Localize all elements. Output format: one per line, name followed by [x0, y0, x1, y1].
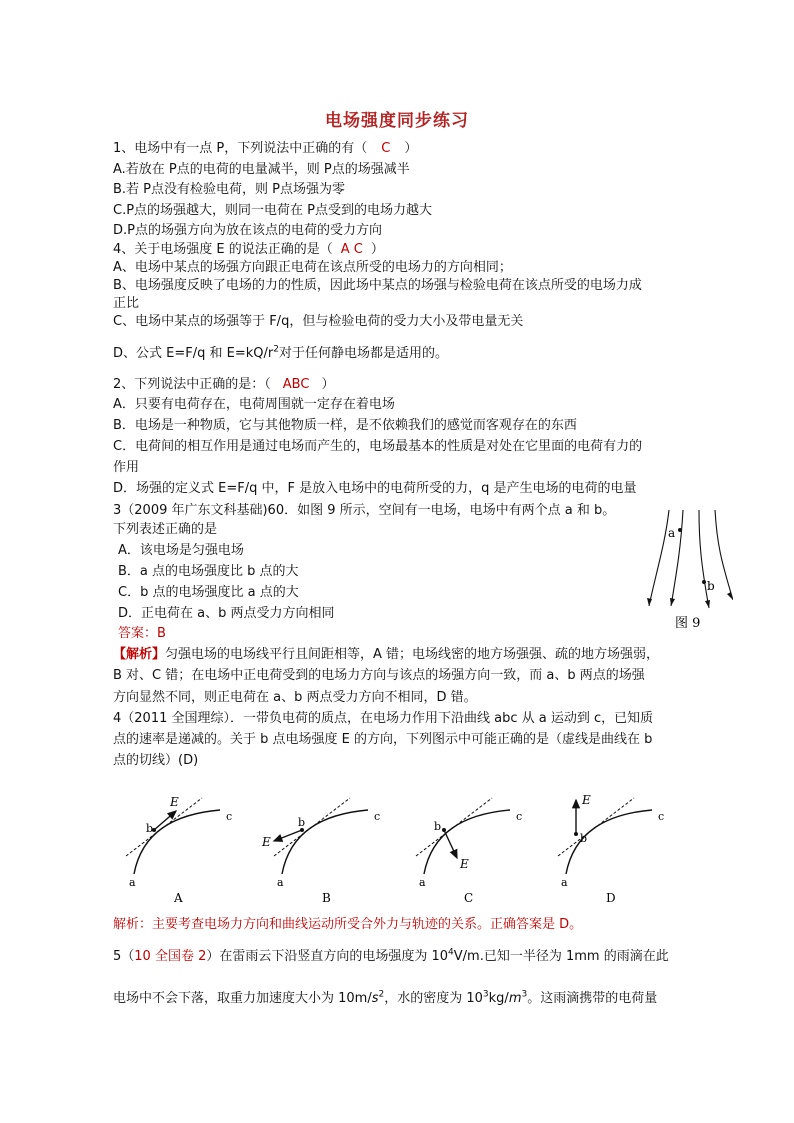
- fig-a-a: a: [129, 876, 136, 889]
- q3-option-c: C．b 点的电场强度比 a 点的大: [118, 585, 299, 600]
- fig-a-b: b: [146, 822, 154, 835]
- fig-c-E: E: [460, 857, 469, 871]
- q2-stem: 2、下列说法中正确的是：（ ABC ）: [113, 377, 335, 392]
- fig-a-label: A: [174, 891, 183, 905]
- q4a-stem: 4、关于电场强度 E 的说法正确的是（ A C ）: [113, 242, 384, 257]
- q4b-line-1: 4（2011 全国理综）．一带负电荷的质点，在电场力作用下沿曲线 abc 从 a 运动到 c，已知质: [113, 711, 654, 726]
- fig-b-b: b: [298, 816, 306, 829]
- q3-sub: 下列表述正确的是: [113, 522, 218, 537]
- q2-option-b: B．电场是一种物质，它与其他物质一样，是不依赖我们的感觉而客观存在的东西: [113, 418, 577, 433]
- analysis-tag: 【解析】: [113, 647, 166, 662]
- q2-option-c1: C．电荷间的相互作用是通过电场而产生的，电场最基本的性质是对处在它里面的电荷有力的: [113, 439, 643, 454]
- q4b-analysis: 解析：主要考查电场力方向和曲线运动所受合外力与轨迹的关系。正确答案是 D。: [113, 917, 583, 932]
- figure-b: [261, 798, 380, 905]
- fig-c-c: c: [516, 810, 523, 823]
- q1-stem: 1、电场中有一点 P，下列说法中正确的有（ C ）: [113, 141, 418, 156]
- q4a-option-a: A、电场中某点的场强方向跟正电荷在该点所受的电场力的方向相同；: [113, 260, 512, 275]
- figure-c: [416, 798, 522, 905]
- q3-stem: 3（2009 年广东文科基础)60．如图 9 所示，空间有一电场，电场中有两个点 a 和 b。: [113, 503, 616, 518]
- fig-c-b: b: [434, 820, 442, 833]
- q1-option-a: A.若放在 P点的电荷的电量减半，则 P点的场强减半: [113, 162, 410, 177]
- fig-c-a: a: [419, 876, 426, 889]
- figure-a: [126, 795, 232, 905]
- q3-option-b: B．a 点的电场强度比 b 点的大: [118, 564, 299, 579]
- q2-option-d: D．场强的定义式 E=F/q 中，F 是放入电场中的电荷所受的力，q 是产生电场的电荷的电量: [113, 481, 637, 496]
- q3-answer: 答案：B: [118, 626, 166, 641]
- q5-source: 10 全国卷 2: [134, 949, 207, 964]
- q3-option-a: A．该电场是匀强电场: [118, 543, 244, 558]
- q2-option-c2: 作用: [113, 460, 140, 475]
- q4a-option-c: C、电场中某点的场强等于 F/q，但与检验电荷的受力大小及带电量无关: [113, 314, 524, 329]
- q1-option-d: D.P点的场强方向为放在该点的电荷的受力方向: [113, 223, 382, 238]
- fig-d-label: D: [606, 891, 616, 905]
- q3-analysis-1: 【解析】匀强电场的电场线平行且间距相等，A 错；电场线密的地方场强强、疏的地方场强弱，: [113, 647, 660, 662]
- q3-analysis-2: B 对、C 错；在电场中正电荷受到的电场力方向与该点的场强方向一致，而 a、b 两点的场强: [113, 668, 645, 683]
- q4b-figures: [112, 786, 692, 906]
- fig-a-E: E: [170, 795, 179, 809]
- q4b-line-3: 点的切线）(D): [113, 753, 199, 768]
- q1-option-b: B.若 P点没有检验电荷，则 P点场强为零: [113, 182, 345, 197]
- fig-d-E: E: [582, 793, 591, 807]
- page-title: 电场强度同步练习: [325, 111, 469, 131]
- q1-answer: C: [381, 141, 391, 156]
- q3-option-d: D．正电荷在 a、b 两点受力方向相同: [118, 606, 335, 621]
- figure-d: [558, 793, 664, 905]
- fig-a-c: c: [226, 810, 233, 823]
- q3-analysis-3: 方向显然不同，则正电荷在 a、b 两点受力方向不相同，D 错。: [113, 690, 477, 705]
- fig-c-label: C: [464, 891, 474, 905]
- figure-9-field-lines: [643, 504, 733, 634]
- q5-line-2: 电场中不会下落，取重力加速度大小为 $10m/s^2$，水的密度为 $10^3kg/m^3$。这雨滴携带的电荷量: [113, 989, 658, 1006]
- q4a-option-b1: B、电场强度反映了电场的力的性质，因此场中某点的场强与检验电荷在该点所受的电场力成: [113, 278, 642, 293]
- q2-option-a: A．只要有电荷存在，电荷周围就一定存在着电场: [113, 397, 395, 412]
- fig9-label-b: b: [707, 579, 715, 593]
- q4b-line-2: 点的速率是递减的。关于 b 点电场强度 E 的方向，下列图示中可能正确的是（虚线是曲线在 b: [113, 732, 653, 747]
- fig9-label-a: a: [668, 526, 676, 540]
- fig9-caption: 图 9: [675, 616, 701, 631]
- fig-d-b: b: [580, 832, 588, 845]
- q1-option-c: C.P点的场强越大，则同一电荷在 P点受到的电场力越大: [113, 203, 433, 218]
- fig-d-a: a: [561, 876, 568, 889]
- fig-b-E: E: [262, 835, 271, 849]
- q4a-option-b2: 正比: [113, 296, 140, 311]
- q4a-option-d: D、公式 E=F/q 和 $E=kQ/r^2$对于任何静电场都是适用的。: [113, 344, 448, 361]
- fig-b-c: c: [374, 810, 381, 823]
- q2-answer: ABC: [282, 377, 310, 392]
- q5-line-1: 5（10 全国卷 2）在雷雨云下沿竖直方向的电场强度为 $10^4V/m$.已知一半径为 1mm 的雨滴在此: [113, 947, 669, 964]
- fig-b-a: a: [277, 876, 284, 889]
- q4a-answer: A C: [340, 242, 363, 257]
- fig-d-c: c: [658, 810, 665, 823]
- fig-b-label: B: [322, 891, 331, 905]
